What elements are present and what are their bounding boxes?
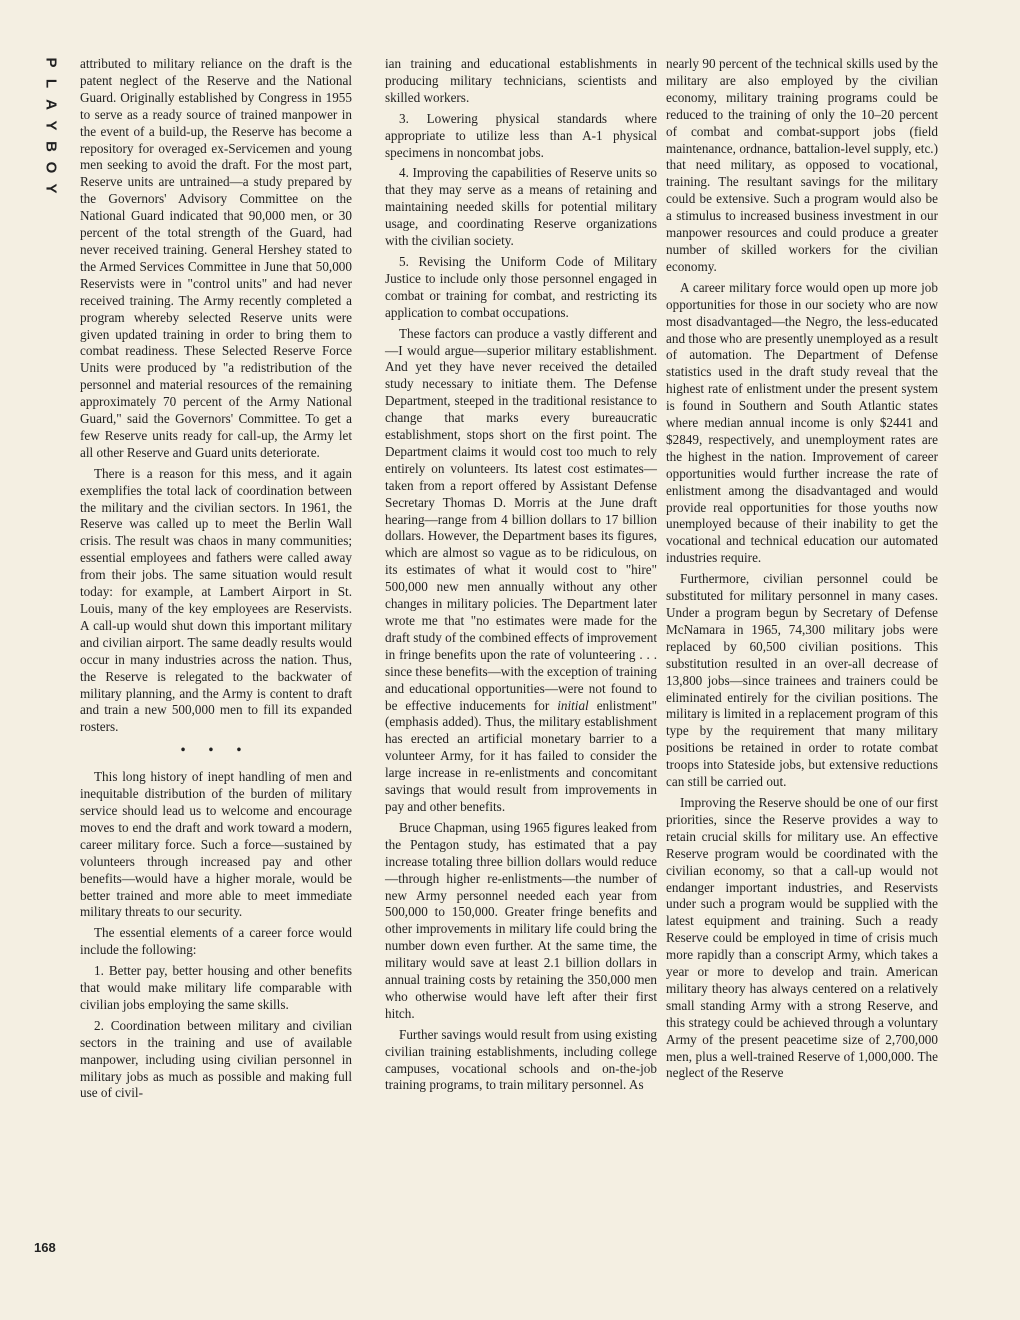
text-column-3 (666, 56, 938, 1086)
magazine-name-vertical (40, 52, 62, 199)
sidebar-letter: P (42, 57, 60, 68)
paragraph: ian training and educational establishments in producing military technicians, scientists and skilled workers. (385, 56, 657, 105)
paragraph: This long history of inept handling of men and inequitable distribution of the burden of military service should lead us to welcome and encourage moves to end the draft and work toward a modern, career military force. Such a force—sustained by volunteers through increased pay and other benefits—would have a higher morale, would be better trained and more able to meet immediate military threats to our security. (80, 769, 352, 920)
sidebar-letter: Y (42, 120, 60, 131)
sidebar-letter: A (42, 99, 60, 110)
paragraph-part: enlistment" (emphasis added). Thus, the military establishment has erected an artificial monetary barrier to a volunteer Army, for it has failed to consider the large increase in re-enlistments and concomitant savings that would result from improvements in pay and other benefits. (385, 697, 658, 814)
paragraph: attributed to military reliance on the draft is the patent neglect of the Reserve and the National Guard. Originally established by Congress in 1955 to serve as a ready source of trained manpower in the event of a build-up, the Reserve has become a repository for overaged ex-Servicemen and young men seeking to avoid the draft. For the most part, Reserve units are untrained—a study prepared by the Governors' Advisory Committee on the National Guard indicated that 90,000 men, or 30 percent of the total strength of the Guard, had never received training. General Hershey stated to the Armed Services Committee in June that 50,000 Reservists were in "control units" and had never received training. The Army recently completed a program whereby selected Reserve units were given updated training in order to bring them to combat readiness. These Selected Reserve Force Units were produced by "a redistribution of the personnel and material resources of the remaining approximately 70 percent of the Army National Guard," said the Governors' Committee. To get a few Reserve units ready for call-up, the Army let all other Reserve and Guard units deteriorate. (80, 56, 352, 460)
paragraph: nearly 90 percent of the technical skills used by the military are also employed by the civilian economy, military training programs could be reduced to the training of only the 10–20 percent of combat and combat-support jobs (field maintenance, ordnance, battalion-level supply, etc.) that need military, as opposed to vocational, training. The resultant savings for the military could be extensive. Such a program would also be a stimulus to increased business investment in our manpower resources and could produce a greater number of skilled workers for the civilian economy. (666, 56, 938, 274)
page-number: 168 (34, 1240, 56, 1255)
paragraph: 2. Coordination between military and civilian sectors in the training and use of available manpower, including using civilian personnel in military jobs as much as possible and making full use of civil- (80, 1017, 352, 1101)
sidebar-letter: O (42, 161, 60, 174)
paragraph: 1. Better pay, better housing and other benefits that would make military life comparable with civilian jobs employing the same skills. (80, 963, 352, 1012)
paragraph: Furthermore, civilian personnel could be substituted for military personnel in many cases. Under a program begun by Secretary of Defense McNamara in 1965, 74,300 military jobs were replaced by 60,500 civilian positions. This substitution resulted in an over-all decrease of 13,800 jobs—since trainees and trainers could be eliminated entirely for the civilian positions. The military is limited in a replacement program of this type by the requirement that many military positions be retained in order to rotate combat troops into Stateside jobs, but extensive reductions can still be carried out. (666, 571, 938, 790)
paragraph: A career military force would open up more job opportunities for those in our society who are now most disadvantaged—the Negro, the less-educated and those who are presently unemployed as a result of automation. The Department of Defense statistics used in the draft study reveal that the highest rate of enlistment under the present system is found in Southern and South Atlantic states where median annual income is only $2441 and $2849, respectively, and unemployment rates are the highest in the nation. Improvement of career opportunities would further increase the rate of enlistment among the disadvantaged and would provide real opportunities for those youths now unemployed because of their inability to get the vocational and technical education our automated industries require. (666, 279, 938, 566)
paragraph-with-emphasis (385, 326, 657, 816)
sidebar-letter: B (42, 141, 60, 152)
paragraph: 3. Lowering physical standards where appropriate to utilize less than A-1 physical specimens in noncombat jobs. (385, 110, 657, 160)
paragraph-part: These factors can produce a vastly different and—I would argue—superior military establishment. And yet they have never received the detailed study necessary to initiate them. The Defense Department, steeped in the traditional resistance to change that marks every bureaucratic establishment, stops short on the first point. The Department claims it would cost too much to rely entirely on volunteers. Its latest cost estimates—taken from a report offered by Assistant Defense Secretary Thomas D. Morris at the June draft hearing—range from 4 billion dollars to 17 billion dollars. However, the Department bases its figures, which are almost so vague as to be ridiculous, on its estimates of what it would cost to "hire" 500,000 new men annually without any other changes in military policies. The Department later wrote me that "no estimates were made for the draft study of the combined effects of improvement in fringe benefits upon the rate of volunteering . . . since these benefits—with the exception of training and educational opportunities—were not found to be effective inducements for (385, 325, 657, 713)
text-column-2 (385, 56, 657, 1098)
paragraph: There is a reason for this mess, and it again exemplifies the total lack of coordination between the military and the civilian sectors. In 1961, the Reserve was called up to meet the Berlin Wall crisis. The result was chaos in many communities; essential employees and fathers were called away from their jobs. The same situation would result today: for example, at Lambert Airport in St. Louis, many of the key employees are Reservists. A call-up would shut down this important military and civilian airport. The same deadly results would occur in many industries across the nation. Thus, the Reserve is relegated to the backwater of military planning, and the Army is content to draft and train a new 500,000 men to fill its expanded rosters. (80, 465, 352, 735)
paragraph: Bruce Chapman, using 1965 figures leaked from the Pentagon study, has estimated that a pay increase totaling three billion dollars would reduce—through higher re-enlistments—the number of new Army personnel needed each year from 500,000 to 150,000. Greater fringe benefits and other improvements in military life could bring the number down even further. At the same time, the military would save at least 2.1 billion dollars in annual training costs by retaining the 350,000 men who otherwise would have left after their first hitch. (385, 819, 657, 1021)
paragraph: 4. Improving the capabilities of Reserve units so that they may serve as a means of retaining and maintaining needed skills for potential military usage, and coordinating Reserve organizations with the civilian society. (385, 165, 657, 249)
section-break: • • • (180, 742, 252, 758)
emphasized-word: initial (557, 697, 589, 713)
paragraph: The essential elements of a career force would include the following: (80, 925, 352, 958)
paragraph: 5. Revising the Uniform Code of Military Justice to include only those personnel engaged in combat or training for combat, and restricting its application to combat occupations. (385, 253, 657, 320)
sidebar-letter: L (42, 78, 60, 89)
paragraph: Further savings would result from using existing civilian training establishments, including college campuses, vocational schools and on-the-job training programs, to train military personnel. As (385, 1026, 657, 1093)
sidebar-letter: Y (42, 183, 60, 194)
paragraph: Improving the Reserve should be one of our first priorities, since the Reserve provides a way to retain crucial skills for military use. An effective Reserve program would be coordinated with the civilian economy, so that a call-up would not endanger important industries, and Reservists under such a program would be supplied with the latest equipment and training. Such a ready Reserve could be employed in time of crisis much more rapidly than a conscript Army, which takes a year or more to develop and train. American military theory has always centered on a relatively small standing Army with a strong Reserve, and this strategy could be achieved through a voluntary Army of the present peacetime size of 2,700,000 men, plus a well-trained Reserve of 1,000,000. The neglect of the Reserve (666, 794, 938, 1081)
text-column-1 (80, 56, 352, 1106)
